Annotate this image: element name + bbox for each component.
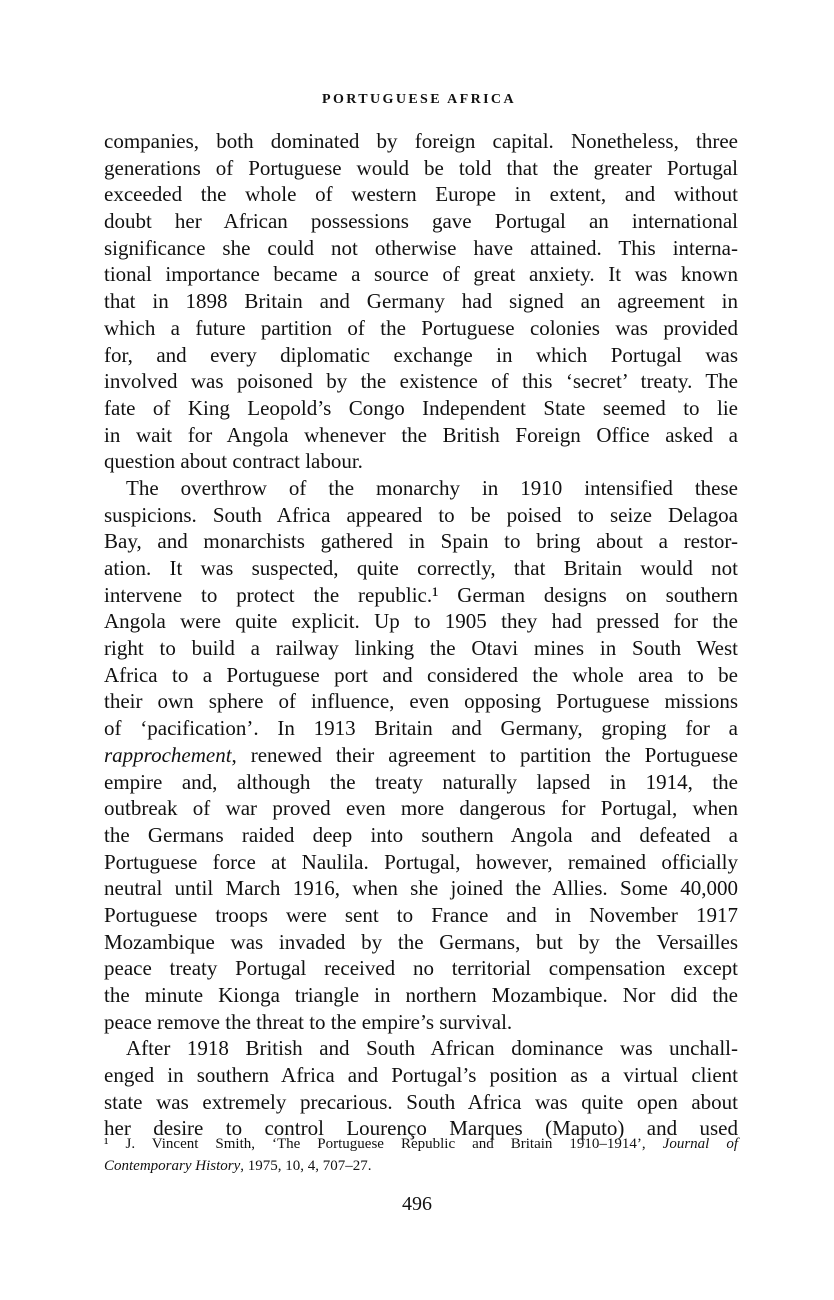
text-line: of ‘pacification’. In 1913 Britain and Germany, groping for a [104,716,738,741]
text-line: right to build a railway linking the Otavi mines in South West [104,636,738,661]
italic-term: rapprochement [104,742,232,767]
footnote-line [104,1155,738,1177]
text-line-rest: , renewed their agreement to partition the Portuguese [231,742,738,767]
text-line: state was extremely precarious. South Africa was quite open about [104,1089,738,1114]
footnote-text: ¹ J. Vincent Smith, ‘The Portuguese Republic and Britain 1910–1914’, [104,1136,663,1152]
text-line: companies, both dominated by foreign capital. Nonetheless, three [104,129,738,153]
text-line: question about contract labour. [104,449,363,474]
text-line: the Germans raided deep into southern Angola and defeated a [104,822,738,847]
running-head: PORTUGUESE AFRICA [322,92,516,107]
footnote [104,1133,738,1177]
text-line: peace remove the threat to the empire’s survival. [104,1009,513,1034]
text-line: Africa to a Portuguese port and considered the whole area to be [104,662,738,687]
text-line: suspicions. South Africa appeared to be poised to seize Delagoa [104,502,738,527]
journal-title: Contemporary History [104,1158,241,1174]
text-line: outbreak of war proved even more dangerous for Portugal, when [104,796,738,821]
text-line: ation. It was suspected, quite correctly, that Britain would not [104,556,738,580]
text-line: The overthrow of the monarchy in 1910 intensified these [126,475,738,500]
text-line: generations of Portuguese would be told that the greater Portugal [104,155,738,180]
text-line: in wait for Angola whenever the British Foreign Office asked a [104,422,738,447]
text-line: Portuguese force at Naulila. Portugal, however, remained officially [104,849,738,874]
text-line: the minute Kionga triangle in northern Mozambique. Nor did the [104,983,738,1007]
text-line: peace treaty Portugal received no territorial compensation except [104,956,738,981]
text-line: After 1918 British and South African dominance was unchall- [126,1036,738,1061]
text-line: exceeded the whole of western Europe in extent, and without [104,182,738,207]
footnote-text: , 1975, 10, 4, 707–27. [240,1158,372,1174]
text-line: Mozambique was invaded by the Germans, but by the Versailles [104,929,738,954]
text-line: involved was poisoned by the existence of this ‘secret’ treaty. The [104,369,738,394]
text-line: enged in southern Africa and Portugal’s position as a virtual client [104,1063,738,1088]
text-line: tional importance became a source of great anxiety. It was known [104,262,738,287]
page-number: 496 [402,1193,432,1215]
text-line: her desire to control Lourenço Marques (Maputo) and used [104,1116,738,1141]
text-line: neutral until March 1916, when she joined the Allies. Some 40,000 [104,876,738,901]
text-line: Portuguese troops were sent to France and in November 1917 [104,902,738,927]
text-line [104,742,738,769]
text-line: Angola were quite explicit. Up to 1905 they had pressed for the [104,609,738,634]
text-line: for, and every diplomatic exchange in which Portugal was [104,342,738,367]
body-text [104,128,738,1142]
text-line: intervene to protect the republic.¹ German designs on southern [104,582,738,607]
text-line: doubt her African possessions gave Portugal an international [104,209,738,234]
journal-title: Journal of [662,1136,738,1152]
footnote-line [104,1133,738,1155]
text-line: that in 1898 Britain and Germany had signed an agreement in [104,289,738,314]
text-line: which a future partition of the Portuguese colonies was provided [104,315,738,340]
text-line: significance she could not otherwise have attained. This interna- [104,235,738,260]
text-line: fate of King Leopold’s Congo Independent State seemed to lie [104,395,738,420]
text-line: Bay, and monarchists gathered in Spain to bring about a restor- [104,529,738,554]
text-line: their own sphere of influence, even opposing Portuguese missions [104,689,738,714]
text-line: empire and, although the treaty naturally lapsed in 1914, the [104,769,738,794]
